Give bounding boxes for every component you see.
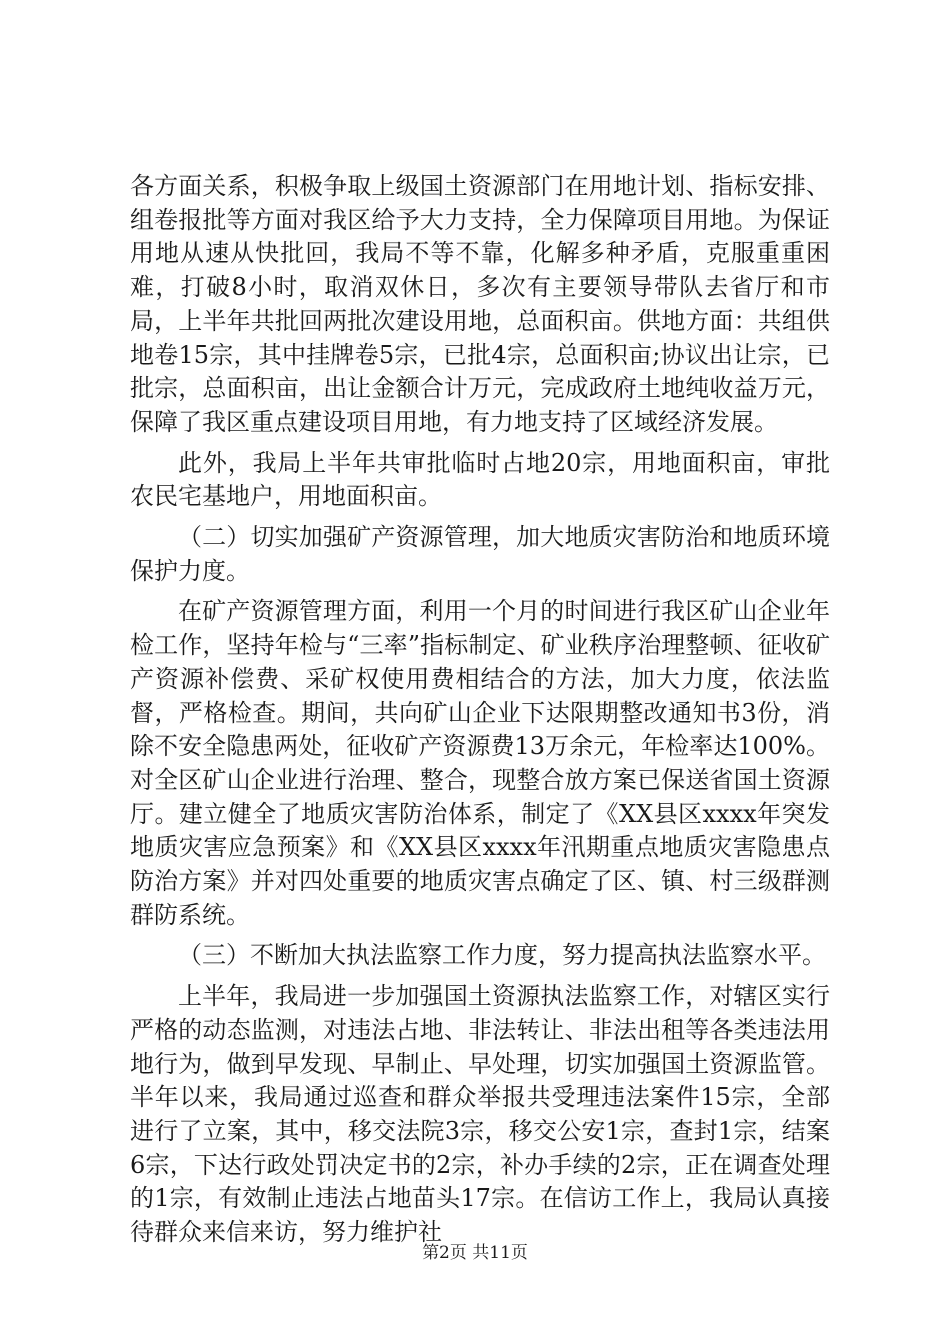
document-body [130, 170, 830, 1250]
page-footer: 第2页 共11页 [422, 1243, 528, 1263]
paragraph-continuation: 各方面关系，积极争取上级国土资源部门在用地计划、指标安排、组卷报批等方面对我区给予大力支持，全力保障项目用地。为保证用地从速从快批回，我局不等不靠，化解多种矛盾，克服重重困难，打破8小时，取消双休日，多次有主要领导带队去省厅和市局，上半年共批回两批次建设用地，总面积亩。供地方面：共组供地卷15宗，其中挂牌卷5宗，已批4宗，总面积亩;协议出让宗，已批宗，总面积亩，出让金额合计万元，完成政府土地纯收益万元，保障了我区重点建设项目用地，有力地支持了区域经济发展。 [130, 172, 830, 436]
section-heading-enforcement: （三）不断加大执法监察工作力度，努力提高执法监察水平。 [178, 941, 826, 970]
paragraph-enforcement: 上半年，我局进一步加强国土资源执法监察工作，对辖区实行严格的动态监测，对违法占地、非法转让、非法出租等各类违法用地行为，做到早发现、早制止、早处理，切实加强国土资源监管。半年以来，我局通过巡查和群众举报共受理违法案件15宗，全部进行了立案，其中，移交法院3宗，移交公安1宗，查封1宗，结案6宗，下达行政处罚决定书的2宗，补办手续的2宗，正在调查处理的1宗，有效制止违法占地苗头17宗。在信访工作上，我局认真接待群众来信来访，努力维护社 [130, 982, 830, 1247]
paragraph-temporary-land: 此外，我局上半年共审批临时占地20宗，用地面积亩，审批农民宅基地户，用地面积亩。 [130, 448, 830, 511]
paragraph-mineral-management: 在矿产资源管理方面，利用一个月的时间进行我区矿山企业年检工作，坚持年检与“三率”指标制定、矿业秩序治理整顿、征收矿产资源补偿费、采矿权使用费相结合的方法，加大力度，依法监督，严格检查。期间，共向矿山企业下达限期整改通知书3份，消除不安全隐患两处，征收矿产资源费13万余元，年检率达100%。对全区矿山企业进行治理、整合，现整合放方案已保送省国土资源厅。建立健全了地质灾害防治体系，制定了《XX县区xxxx年突发地质灾害应急预案》和《XX县区xxxx年汛期重点地质灾害隐患点防治方案》并对四处重要的地质灾害点确定了区、镇、村三级群测群防系统。 [130, 597, 830, 929]
section-heading-mineral: （二）切实加强矿产资源管理，加大地质灾害防治和地质环境保护力度。 [130, 523, 830, 585]
